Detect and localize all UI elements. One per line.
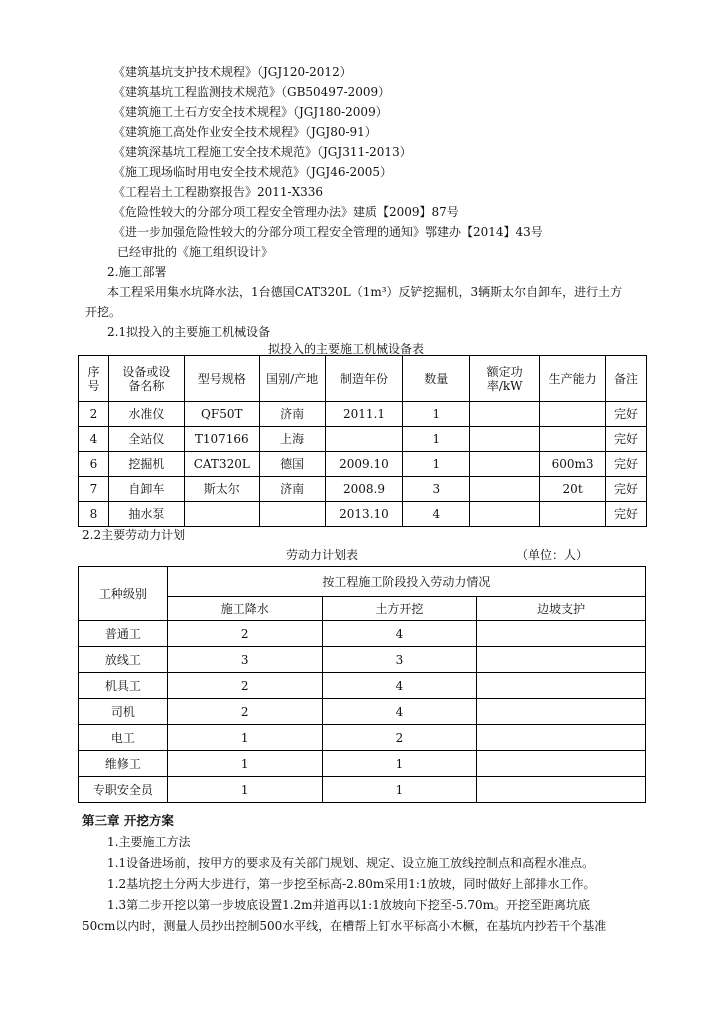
table-cell: 完好 [606,477,647,502]
table-cell: 完好 [606,452,647,477]
section-heading: 2.施工部署 [107,265,167,279]
table-cell [477,673,646,699]
table-cell [477,647,646,673]
table-cell: 专职安全员 [79,777,168,803]
header-cell: 设备或设备名称 [108,356,184,402]
table-cell: 1 [322,751,477,777]
header-cell: 施工降水 [167,597,322,621]
section-heading: 1.主要施工方法 [107,835,191,849]
table-cell: 2 [167,621,322,647]
table-cell: 济南 [259,477,325,502]
table-cell: 抽水泵 [108,502,184,527]
header-cell: 工种级别 [79,567,168,621]
header-cell: 国别/产地 [259,356,325,402]
chapter-title: 第三章 开挖方案 [82,813,174,828]
table-cell: 1 [403,452,470,477]
table-cell [470,502,540,527]
table-cell [540,427,606,452]
table-cell: 2011.1 [325,402,403,427]
table-cell: 司机 [79,699,168,725]
table-cell: 全站仪 [108,427,184,452]
table-row [79,647,646,673]
header-cell: 型号规格 [184,356,259,402]
table-cell: 2 [79,402,109,427]
table-cell: 维修工 [79,751,168,777]
table-cell [184,502,259,527]
reference-item: 《工程岩土工程勘察报告》2011-X336 [113,185,324,199]
paragraph: 1.2基坑挖土分两大步进行，第一步挖至标高-2.80m采用1:1放坡，同时做好上部排水工作。 [107,877,596,891]
paragraph: 开挖。 [85,305,122,319]
table-row [79,777,646,803]
table-cell: 自卸车 [108,477,184,502]
reference-item: 《施工现场临时用电安全技术规范》（JGJ46-2005） [113,165,393,179]
labor-table-unit: （单位：人） [516,548,589,562]
table-cell: 7 [79,477,109,502]
table-cell [470,452,540,477]
table-cell: 2013.10 [325,502,403,527]
table-cell [470,427,540,452]
header-cell: 序号 [79,356,109,402]
reference-item: 《建筑施工高处作业安全技术规程》（JGJ80-91） [113,125,377,139]
header-cell: 备注 [606,356,647,402]
table-cell: 挖掘机 [108,452,184,477]
table-cell: 德国 [259,452,325,477]
table-cell [470,402,540,427]
table-cell: 放线工 [79,647,168,673]
paragraph: 50cm以内时，测量人员抄出控制500水平线，在槽帮上钉水平标高小木橛，在基坑内抄若干个基准 [82,919,607,933]
table-cell: 4 [322,699,477,725]
header-cell: 额定功率/kW [470,356,540,402]
table-cell: 普通工 [79,621,168,647]
reference-item: 《危险性较大的分部分项工程安全管理办法》建质【2009】87号 [113,205,459,219]
table-cell: 完好 [606,502,647,527]
header-cell: 数量 [403,356,470,402]
table-cell: 2009.10 [325,452,403,477]
table-cell [477,699,646,725]
table-row [79,699,646,725]
table-cell: 水准仪 [108,402,184,427]
table-cell: 机具工 [79,673,168,699]
header-cell: 生产能力 [540,356,606,402]
table-cell: 斯太尔 [184,477,259,502]
table-cell: 1 [403,402,470,427]
table-cell: 1 [167,725,322,751]
equipment-table [78,355,647,527]
table-row [79,502,647,527]
table-cell [477,777,646,803]
table-row [79,725,646,751]
table-header-row [79,356,647,402]
table-row [79,621,646,647]
table-row [79,427,647,452]
header-cell: 土方开挖 [322,597,477,621]
table-cell: 3 [322,647,477,673]
table-row [79,751,646,777]
paragraph: 1.3第二步开挖以第一步坡底设置1.2m并道再以1:1放坡向下挖至-5.70m。开挖至距离坑底 [107,898,591,912]
table-cell [259,502,325,527]
reference-item: 《建筑施工土石方安全技术规程》（JGJ180-2009） [113,105,388,119]
table-cell: CAT320L [184,452,259,477]
reference-item: 《建筑基坑工程监测技术规范》（GB50497-2009） [113,85,391,99]
reference-item: 《建筑深基坑工程施工安全技术规范》（JGJ311-2013） [113,145,412,159]
table-cell: 4 [79,427,109,452]
table-cell: QF50T [184,402,259,427]
table-cell: 电工 [79,725,168,751]
header-cell: 边坡支护 [477,597,646,621]
table-row [79,402,647,427]
table-cell: 1 [167,777,322,803]
table-cell: 1 [167,751,322,777]
table-cell: 完好 [606,402,647,427]
table-row [79,477,647,502]
subsection-heading: 2.1拟投入的主要施工机械设备 [107,325,271,339]
table-cell: 1 [403,427,470,452]
table-cell: 上海 [259,427,325,452]
table-cell [540,502,606,527]
table-cell: 4 [403,502,470,527]
reference-item: 已经审批的《施工组织设计》 [117,245,274,259]
table-header-row [79,567,646,597]
table-cell: 4 [322,673,477,699]
table-cell: 8 [79,502,109,527]
table-cell: 2008.9 [325,477,403,502]
header-cell: 制造年份 [325,356,403,402]
table-row [79,452,647,477]
paragraph: 本工程采用集水坑降水法，1台德国CAT320L（1m³）反铲挖掘机，3辆斯太尔自卸车，进行土方 [107,285,623,299]
table-cell: 2 [167,699,322,725]
reference-item: 《建筑基坑支护技术规程》（JGJ120-2012） [113,65,352,79]
labor-table [78,566,646,803]
table-cell: T107166 [184,427,259,452]
table-cell: 2 [167,673,322,699]
table-cell [470,477,540,502]
table-cell [477,725,646,751]
reference-item: 《进一步加强危险性较大的分部分项工程安全管理的通知》鄂建办【2014】43号 [113,225,543,239]
table-cell: 完好 [606,427,647,452]
table-cell [477,751,646,777]
paragraph: 1.1设备进场前，按甲方的要求及有关部门规划、规定、设立施工放线控制点和高程水准点。 [107,856,595,870]
table-cell: 2 [322,725,477,751]
labor-table-caption: 劳动力计划表 [286,548,359,562]
table-cell: 20t [540,477,606,502]
table-cell: 4 [322,621,477,647]
table-row [79,673,646,699]
header-cell: 按工程施工阶段投入劳动力情况 [167,567,645,597]
table-cell: 济南 [259,402,325,427]
table-cell: 600m3 [540,452,606,477]
equipment-table-caption: 拟投入的主要施工机械设备表 [268,342,425,356]
table-cell: 1 [322,777,477,803]
table-cell [477,621,646,647]
table-cell: 6 [79,452,109,477]
table-cell: 3 [403,477,470,502]
table-cell [325,427,403,452]
table-cell [540,402,606,427]
table-cell: 3 [167,647,322,673]
subsection-heading: 2.2主要劳动力计划 [82,528,186,542]
